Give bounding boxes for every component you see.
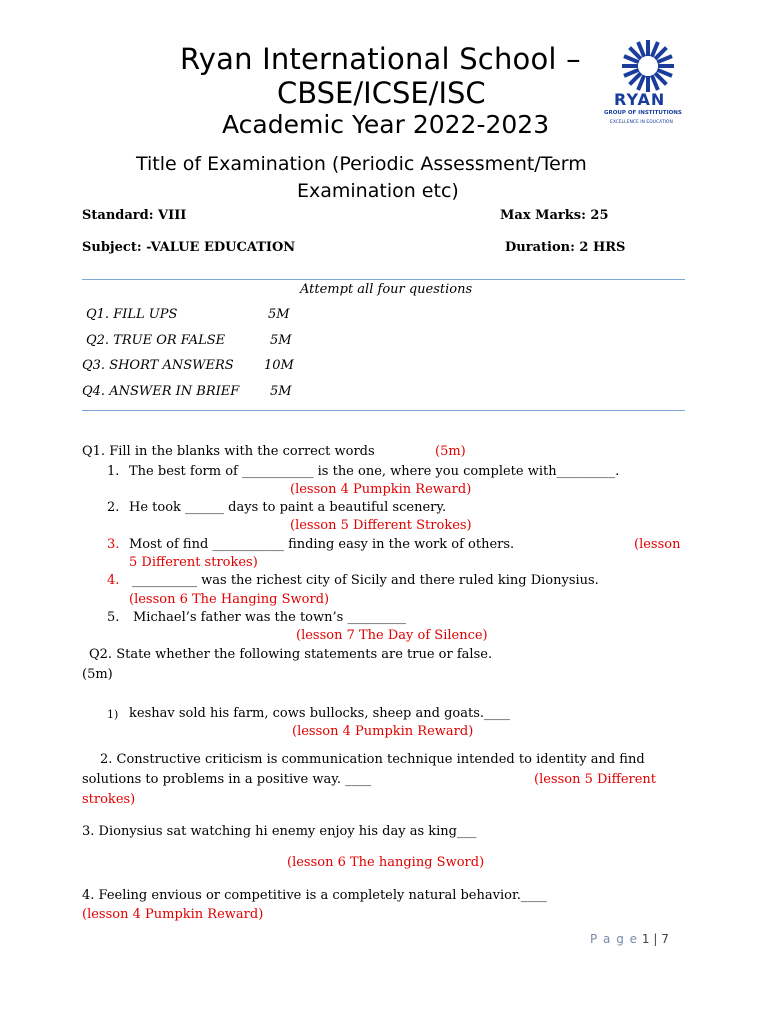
max-marks-label: Max Marks: 25 — [500, 208, 609, 223]
q2-item-text: 2. Constructive criticism is communication technique intended to identity and find — [100, 752, 645, 767]
subject-label: Subject: -VALUE EDUCATION — [82, 240, 296, 255]
page-separator: | — [653, 932, 658, 946]
q1-item-number: 4. — [107, 573, 120, 588]
school-name-line2: CBSE/ICSE/ISC — [277, 76, 486, 110]
q1-item-text: He took ______ days to paint a beautiful scenery. — [129, 500, 447, 515]
section-label: Q1. FILL UPS — [86, 307, 178, 322]
q2-item-text-cont: solutions to problems in a positive way. ____ — [82, 772, 372, 787]
q2-item-reference: (lesson 5 Different — [534, 772, 657, 787]
q1-item-number: 2. — [107, 500, 120, 515]
q1-item-text: Michael’s father was the town’s _________ — [133, 610, 406, 625]
exam-title-line1: Title of Examination (Periodic Assessment/Term — [136, 153, 587, 175]
divider-top — [82, 279, 685, 280]
q1-item-reference: (lesson 6 The Hanging Sword) — [129, 592, 330, 607]
exam-title-line2: Examination etc) — [297, 180, 459, 202]
q1-item-number: 1. — [107, 464, 120, 479]
section-marks: 5M — [270, 333, 292, 348]
standard-label: Standard: VIII — [82, 208, 187, 223]
q2-item-text: 4. Feeling envious or competitive is a completely natural behavior.____ — [82, 888, 547, 903]
school-name-line1: Ryan International School – — [180, 42, 581, 76]
logo-subtitle: GROUP OF INSTITUTIONS — [604, 110, 682, 116]
page-footer — [590, 932, 669, 946]
q2-item-reference: (lesson 4 Pumpkin Reward) — [292, 724, 474, 739]
section-label: Q3. SHORT ANSWERS — [82, 358, 234, 373]
q1-item-reference: (lesson — [634, 537, 681, 552]
q1-item-reference-cont: 5 Different strokes) — [129, 555, 258, 570]
q2-item-text: 3. Dionysius sat watching hi enemy enjoy his day as king___ — [82, 824, 477, 839]
page-word: P a g e — [590, 932, 639, 946]
q2-item-text: keshav sold his farm, cows bullocks, sheep and goats.____ — [129, 706, 511, 721]
page-number: 1 — [641, 932, 650, 946]
q1-heading: Q1. Fill in the blanks with the correct words — [82, 444, 375, 459]
q2-item-number: 1) — [107, 708, 119, 721]
q1-item-text: __________ was the richest city of Sicily and there ruled king Dionysius. — [132, 573, 599, 588]
academic-year: Academic Year 2022-2023 — [222, 110, 550, 139]
duration-label: Duration: 2 HRS — [505, 240, 626, 255]
section-marks: 5M — [268, 307, 290, 322]
q1-item-text: The best form of ___________ is the one, where you complete with_________. — [129, 464, 620, 479]
section-marks: 10M — [264, 358, 294, 373]
q2-heading: Q2. State whether the following statements are true or false. — [89, 647, 493, 662]
q2-item-reference-cont: strokes) — [82, 792, 136, 807]
ryan-logo-emblem-icon — [608, 38, 688, 94]
q2-item-reference: (lesson 6 The hanging Sword) — [287, 855, 485, 870]
divider-bottom — [82, 410, 685, 411]
q1-item-number: 5. — [107, 610, 120, 625]
section-label: Q2. TRUE OR FALSE — [86, 333, 226, 348]
section-label: Q4. ANSWER IN BRIEF — [82, 384, 240, 399]
q2-marks: (5m) — [82, 667, 113, 682]
ryan-logo — [604, 38, 688, 130]
q1-item-text: Most of find ___________ finding easy in the work of others. — [129, 537, 515, 552]
q1-marks: (5m) — [435, 444, 466, 459]
instruction-note: Attempt all four questions — [300, 282, 473, 297]
q1-item-reference: (lesson 5 Different Strokes) — [290, 518, 472, 533]
logo-tagline: EXCELLENCE IN EDUCATION — [610, 120, 673, 125]
q1-item-number: 3. — [107, 537, 120, 552]
q2-item-reference: (lesson 4 Pumpkin Reward) — [82, 907, 264, 922]
q1-item-reference: (lesson 7 The Day of Silence) — [296, 628, 488, 643]
logo-name: RYAN — [614, 90, 666, 109]
section-marks: 5M — [270, 384, 292, 399]
q1-item-reference: (lesson 4 Pumpkin Reward) — [290, 482, 472, 497]
page-total: 7 — [661, 932, 669, 946]
